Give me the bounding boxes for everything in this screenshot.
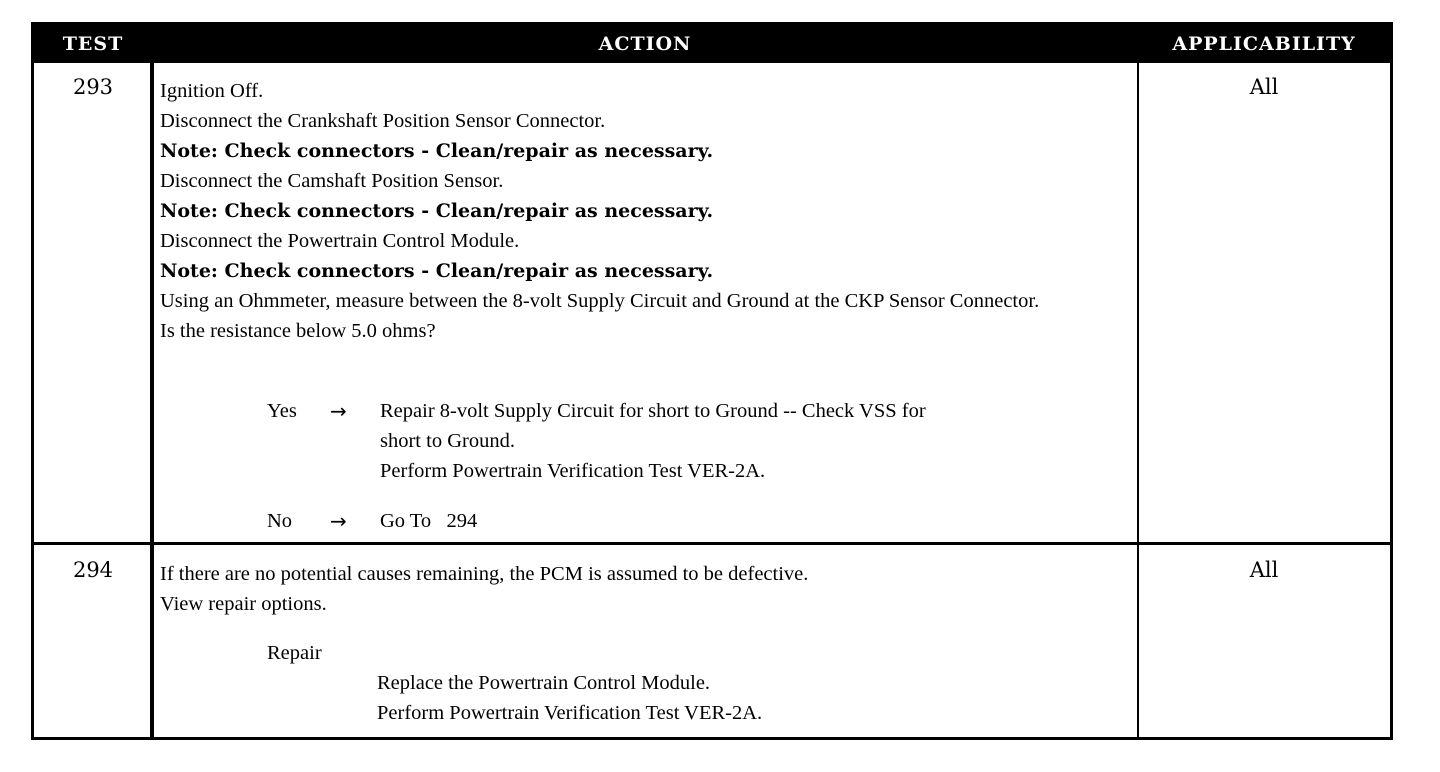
action-text — [160, 559, 1135, 619]
yes-outcome-line: Perform Powertrain Verification Test VER-2A. — [380, 460, 766, 482]
action-note: Note: Check connectors - Clean/repair as necessary. — [160, 140, 714, 162]
action-line: If there are no potential causes remaining, the PCM is assumed to be defective. — [160, 563, 809, 585]
row-divider — [34, 542, 1390, 545]
action-text — [160, 76, 1135, 346]
yes-outcome-line: short to Ground. — [380, 430, 515, 452]
repair-label: Repair — [267, 642, 322, 664]
table-header — [34, 25, 1390, 63]
test-number: 294 — [72, 558, 114, 582]
action-line: Ignition Off. — [160, 80, 264, 102]
header-applicability: APPLICABILITY — [1172, 33, 1356, 55]
header-test: TEST — [62, 33, 124, 55]
repair-line: Perform Powertrain Verification Test VER-2A. — [377, 702, 763, 724]
repair-line: Replace the Powertrain Control Module. — [377, 672, 711, 694]
column-divider-1 — [150, 63, 154, 737]
header-action: ACTION — [598, 33, 692, 55]
test-number: 293 — [72, 75, 114, 99]
right-arrow-icon: → — [330, 509, 347, 533]
right-arrow-icon: → — [330, 399, 347, 423]
action-line: Disconnect the Crankshaft Position Sensor Connector. — [160, 110, 606, 132]
action-note: Note: Check connectors - Clean/repair as necessary. — [160, 200, 714, 222]
action-question: Is the resistance below 5.0 ohms? — [160, 320, 436, 342]
column-divider-2 — [1137, 63, 1139, 737]
yes-outcome-line: Repair 8-volt Supply Circuit for short to Ground -- Check VSS for — [380, 400, 926, 422]
action-line: View repair options. — [160, 593, 327, 615]
no-label: No — [267, 510, 293, 532]
applicability-value: All — [1249, 75, 1279, 99]
action-line: Disconnect the Powertrain Control Module. — [160, 230, 520, 252]
no-outcome: Go To 294 — [380, 510, 478, 532]
action-line: Disconnect the Camshaft Position Sensor. — [160, 170, 504, 192]
action-line: Using an Ohmmeter, measure between the 8-volt Supply Circuit and Ground at the CKP Sensor Connector. — [160, 290, 1040, 312]
yes-label: Yes — [267, 400, 297, 422]
action-note: Note: Check connectors - Clean/repair as necessary. — [160, 260, 714, 282]
diagnostic-table — [31, 22, 1393, 740]
applicability-value: All — [1249, 558, 1279, 582]
